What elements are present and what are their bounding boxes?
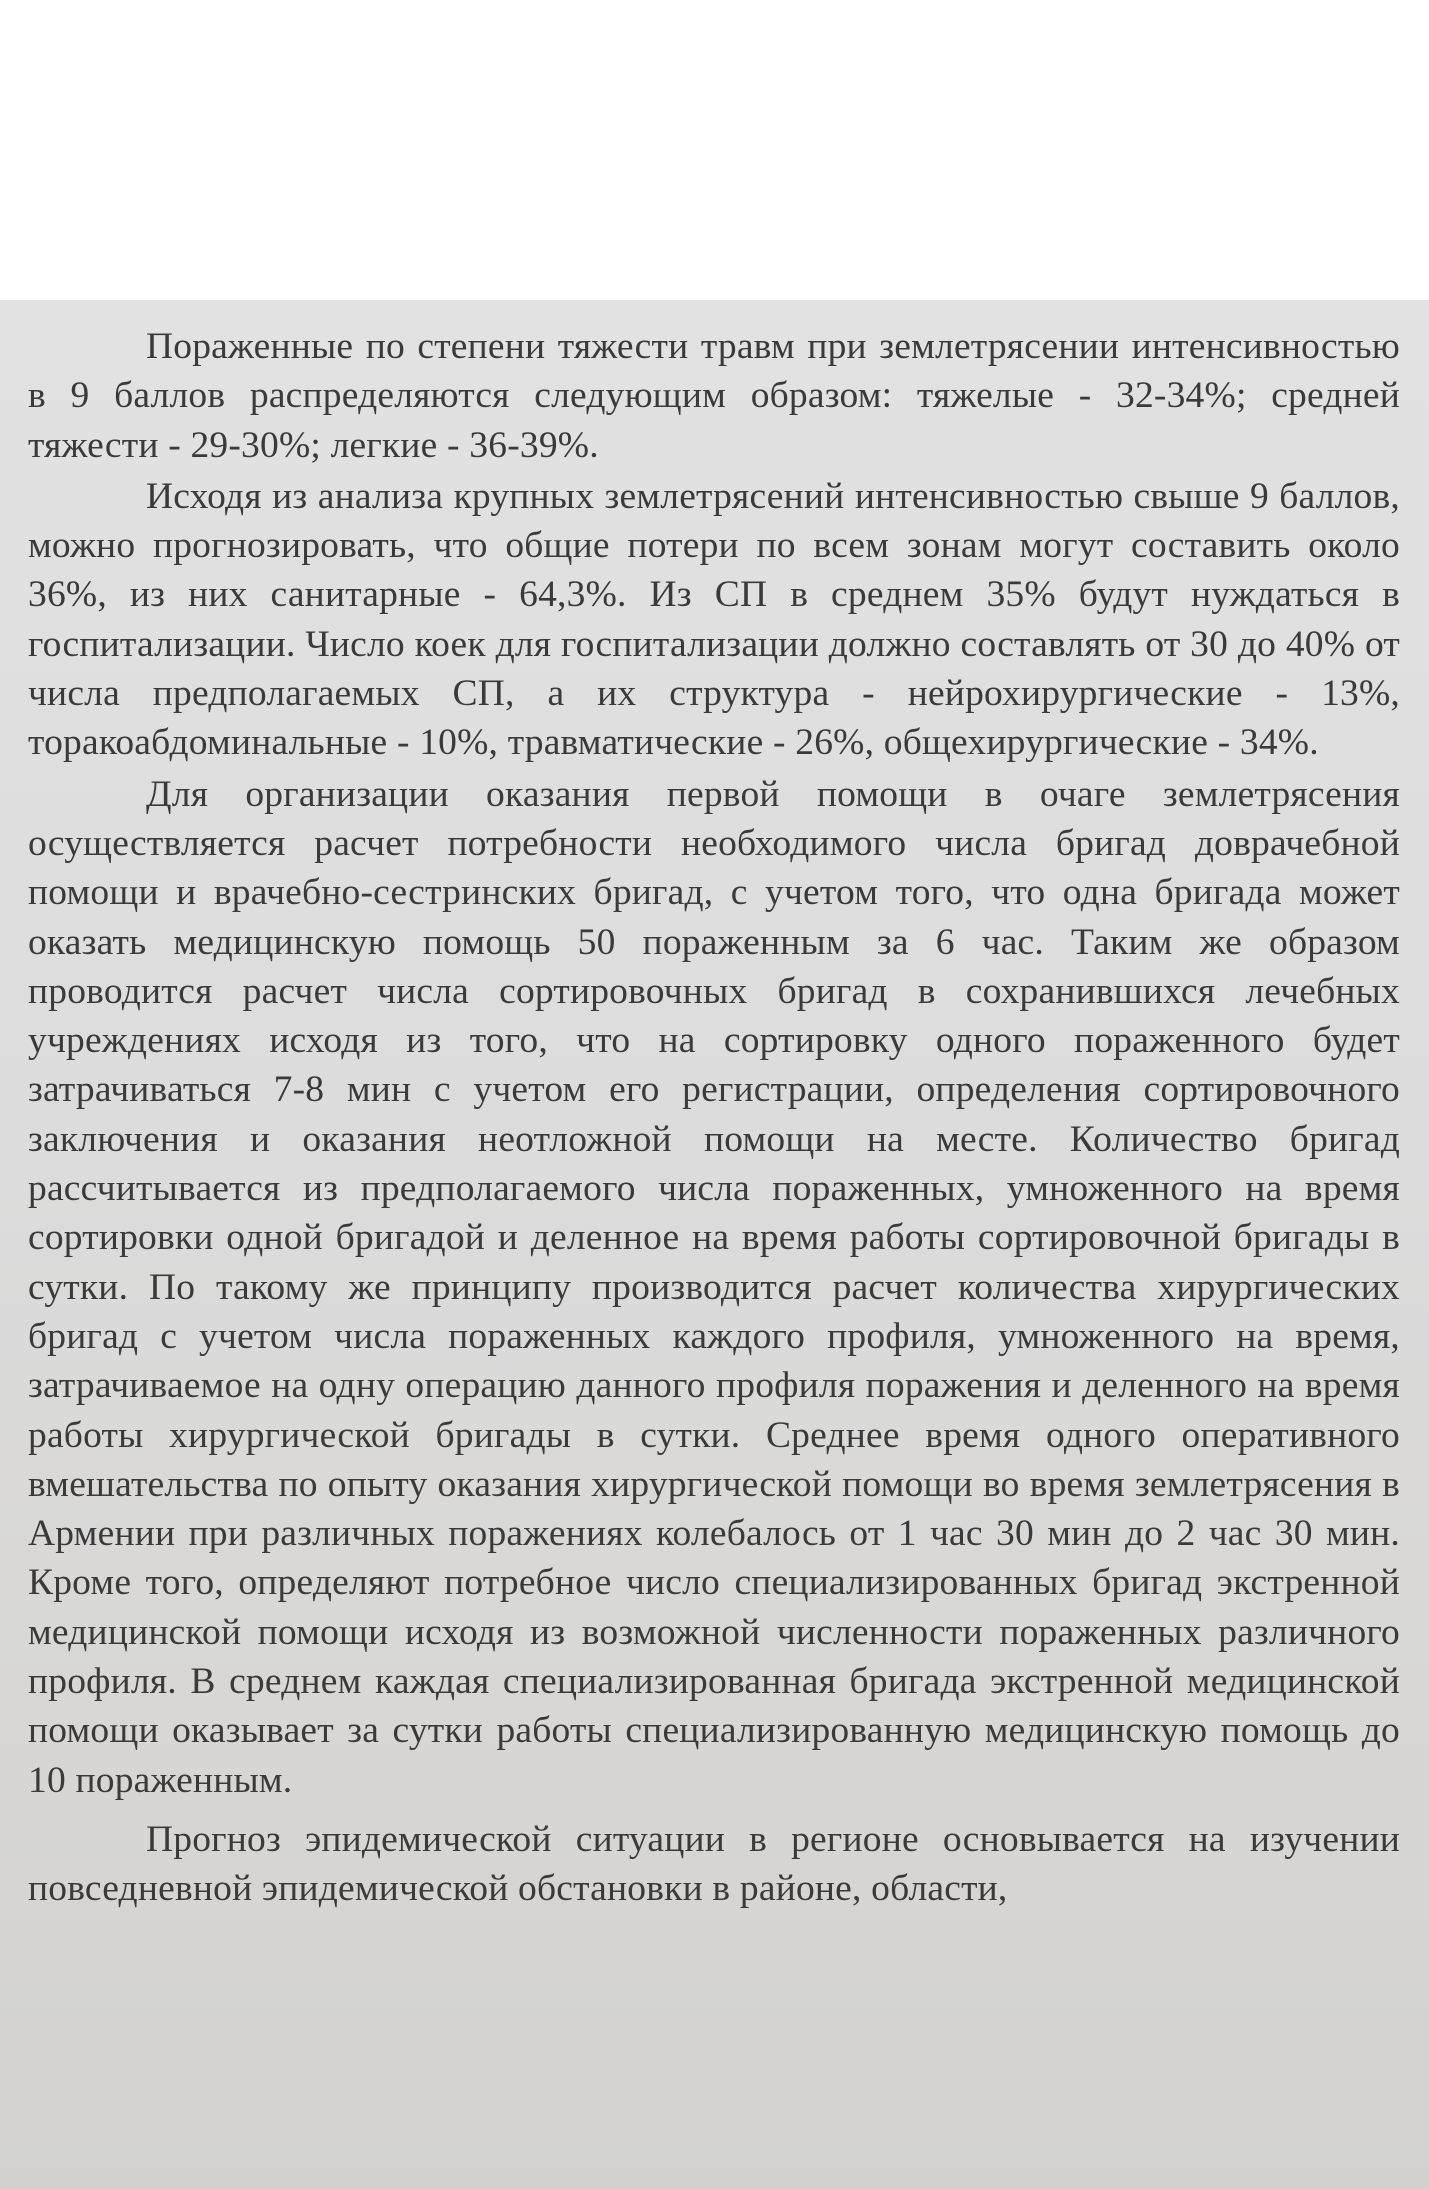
- paragraph-epidemic-forecast: Прогноз эпидемической ситуации в регионе основывается на изучении повседневной эпидемической обстановки в районе, области,: [28, 1818, 1400, 1910]
- paragraph-losses-forecast: Исходя из анализа крупных землетрясений интенсивностью свыше 9 баллов, можно прогнозировать, что общие потери по всем зонам могут составить около 36%, из них санитарные - 64,3%. Из СП в среднем 35% будут нуждаться в госпитализации. Число коек для госпитализации должно составлять от 30 до 40% от числа предполагаемых СП, а их структура - нейрохирургические - 13%, торакоабдоминальные - 10%, травматические - 26%, общехирургические - 34%.: [28, 475, 1400, 764]
- document-text: [28, 322, 1400, 1916]
- blank-header-area: [0, 0, 1429, 300]
- paragraph-first-aid-organization: Для организации оказания первой помощи в очаге землетрясения осуществляется расчет потребности необходимого числа бригад доврачебной помощи и врачебно-сестринских бригад, с учетом того, что одна бригада может оказать медицинскую помощь 50 пораженным за 6 час. Таким же образом проводится расчет числа сортировочных бригад в сохранившихся лечебных учреждениях исходя из того, что на сортировку одного пораженного будет затрачиваться 7-8 мин с учетом его регистрации, определения сортировочного заключения и оказания неотложной помощи на месте. Количество бригад рассчитывается из предполагаемого числа пораженных, умноженного на время сортировки одной бригадой и деленное на время работы сортировочной бригады в сутки. По такому же принципу производится расчет количества хирургических бригад с учетом числа пораженных каждого профиля, умноженного на время, затрачиваемое на одну операцию данного профиля поражения и деленного на время работы хирургической бригады в сутки. Среднее время одного оперативного вмешательства по опыту оказания хирургической помощи во время землетрясения в Армении при различных поражениях колебалось от 1 час 30 мин до 2 час 30 мин. Кроме того, определяют потребное число специализированных бригад экстренной медицинской помощи исходя из возможной численности пораженных различного профиля. В среднем каждая специализированная бригада экстренной медицинской помощи оказывает за сутки работы специализированную медицинскую помощь до 10 пораженным.: [28, 773, 1400, 1801]
- document-page: [0, 300, 1429, 2189]
- paragraph-injury-severity: Пораженные по степени тяжести травм при землетрясении интенсивностью в 9 баллов распределяются следующим образом: тяжелые - 32-34%; средней тяжести - 29-30%; легкие - 36-39%.: [28, 326, 1400, 466]
